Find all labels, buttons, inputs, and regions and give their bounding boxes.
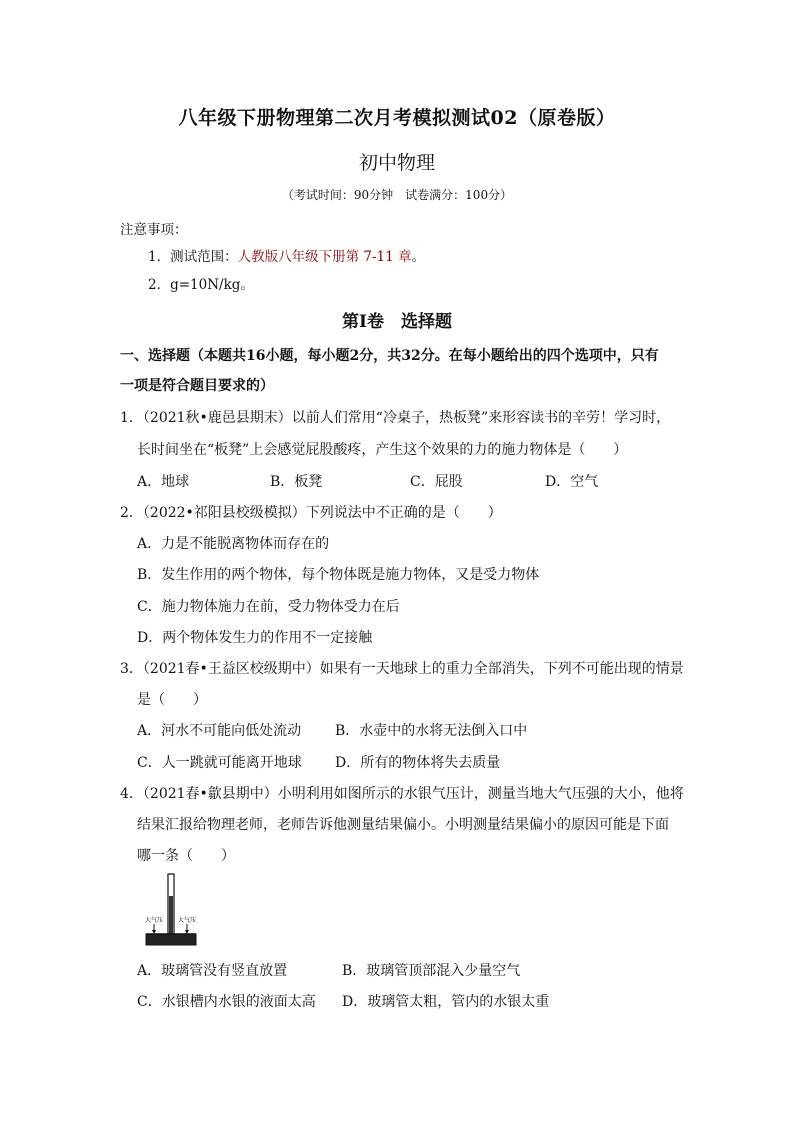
question-1-option-b: B．板凳 [270, 474, 323, 490]
notice-item-1-highlight: 人教版八年级下册第 7-11 章 [237, 249, 412, 265]
mercury-barometer-figure [140, 872, 200, 950]
notice-heading: 注意事项： [120, 222, 188, 238]
question-3-line-1: 3．（2021春•王益区校级期中）如果有一天地球上的重力全部消失，下列不可能出现的情景 [120, 661, 684, 677]
question-3-option-a: A．河水不可能向低处流动 [137, 723, 302, 739]
question-1-option-d: D．空气 [545, 474, 599, 490]
question-1-option-a: A．地球 [137, 474, 190, 490]
question-3-line-2: 是（ ） [137, 692, 207, 708]
question-4-option-b: B．玻璃管顶部混入少量空气 [342, 963, 521, 979]
question-2-option-b: B．发生作用的两个物体，每个物体既是施力物体，又是受力物体 [137, 567, 540, 583]
figure-label-right: 大气压 [177, 917, 197, 924]
figure-label-left: 大气压 [144, 917, 164, 924]
question-4-option-d: D．玻璃管太粗，管内的水银太重 [342, 994, 550, 1010]
notice-item-2: 2．g=10N/kg。 [148, 277, 254, 293]
question-1-line-1: 1．（2021秋•鹿邑县期末）以前人们常用“冷桌子，热板凳”来形容读书的辛劳！学习时， [120, 410, 671, 426]
notice-item-1-suffix: 。 [411, 249, 426, 265]
question-3-option-b: B．水壶中的水将无法倒入口中 [335, 723, 528, 739]
question-3-option-d: D．所有的物体将失去质量 [335, 755, 501, 771]
section-title: 第Ⅰ卷 选择题 [342, 312, 452, 332]
question-2-line-1: 2．（2022•祁阳县校级模拟）下列说法中不正确的是（ ） [120, 505, 502, 521]
question-2-option-d: D．两个物体发生力的作用不一定接触 [137, 630, 373, 646]
question-2-option-c: C．施力物体施力在前，受力物体受力在后 [137, 599, 400, 615]
exam-info: （考试时间：90分钟 试卷满分：100分） [281, 188, 513, 202]
question-4-line-3: 哪一条（ ） [137, 848, 235, 864]
question-2-option-a: A．力是不能脱离物体而存在的 [137, 536, 330, 552]
notice-item-1-prefix: 1．测试范围： [148, 249, 238, 265]
page-title: 八年级下册物理第二次月考模拟测试02（原卷版） [178, 107, 616, 129]
question-4-option-c: C．水银槽内水银的液面太高 [137, 994, 316, 1010]
notice-item-1 [148, 245, 425, 265]
question-4-line-1: 4．（2021春•歙县期中）小明利用如图所示的水银气压计，测量当地大气压强的大小，他将 [120, 786, 684, 802]
question-3-option-c: C．人一跳就可能离开地球 [137, 755, 302, 771]
barometer-trough [146, 934, 196, 945]
barometer-mercury-column [169, 896, 173, 936]
section-instruction-line-1: 一、选择题（本题共16小题，每小题2分，共32分。在每小题给出的四个选项中，只有 [120, 348, 659, 364]
question-4-line-2: 结果汇报给物理老师，老师告诉他测量结果偏小。小明测量结果偏小的原因可能是下面 [137, 817, 669, 833]
question-4-option-a: A．玻璃管没有竖直放置 [137, 963, 288, 979]
question-1-option-c: C．屁股 [410, 474, 463, 490]
question-1-line-2: 长时间坐在“板凳”上会感觉屁股酸疼，产生这个效果的力的施力物体是（ ） [137, 442, 628, 458]
section-instruction-line-2: 一项是符合题目要求的） [120, 378, 274, 394]
page-subtitle: 初中物理 [358, 152, 435, 174]
